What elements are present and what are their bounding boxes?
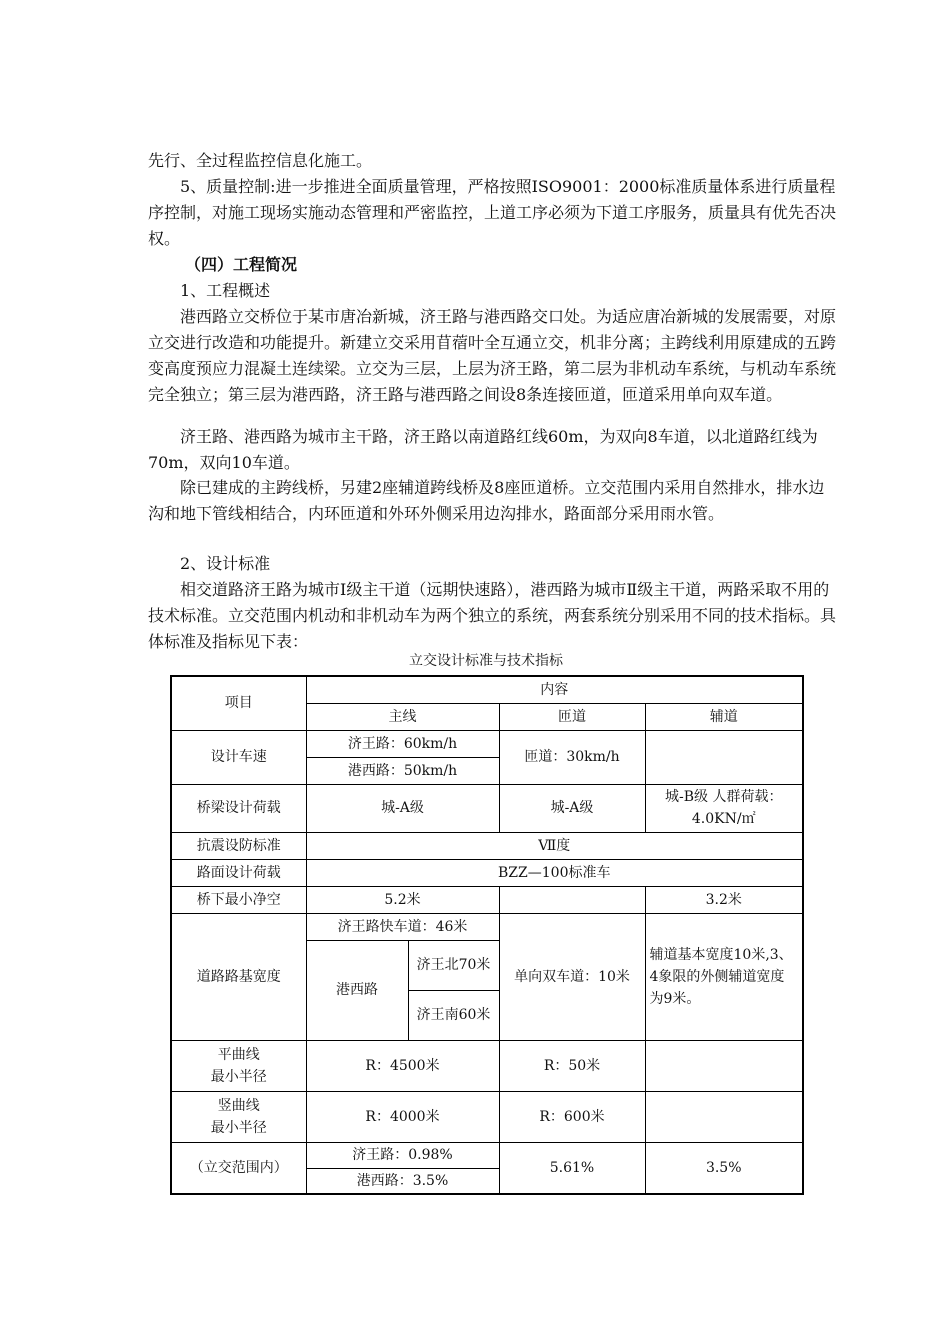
pavement-value: BZZ—100标准车 <box>306 859 803 886</box>
header-ramp: 匝道 <box>499 703 645 730</box>
grade-aux: 3.5% <box>645 1142 803 1194</box>
table-row <box>171 913 803 940</box>
speed-main-gangxi: 港西路：50km/h <box>306 757 499 784</box>
header-aux: 辅道 <box>645 703 803 730</box>
vert-label-line2: 最小半径 <box>210 1119 267 1136</box>
width-aux: 辅道基本宽度10米,3、4象限的外侧辅道宽度为9米。 <box>645 913 803 1040</box>
table-row <box>171 859 803 886</box>
vert-main: R：4000米 <box>306 1091 499 1142</box>
seismic-value: Ⅶ度 <box>306 832 803 859</box>
subheading-overview: 1、工程概述 <box>180 281 271 300</box>
paragraph-roads: 济王路、港西路为城市主干路，济王路以南道路红线60m，为双向8车道，以北道路红线为70m，双向10车道。 <box>148 427 818 472</box>
clearance-label: 桥下最小净空 <box>171 886 306 913</box>
width-south: 济王南60米 <box>408 990 499 1040</box>
table-caption: 立交设计标准与技术指标 <box>409 653 563 669</box>
design-standards-table <box>170 675 804 1195</box>
grade-main-jiwang: 济王路：0.98% <box>306 1142 499 1168</box>
vert-aux <box>645 1091 803 1142</box>
section-heading-4: （四）工程简况 <box>185 255 298 274</box>
horiz-main: R：4500米 <box>306 1040 499 1091</box>
table-row <box>171 886 803 913</box>
horiz-label <box>171 1040 306 1091</box>
width-label: 道路路基宽度 <box>171 913 306 1040</box>
header-content: 内容 <box>306 676 803 703</box>
speed-main-jiwang: 济王路：60km/h <box>306 730 499 757</box>
pavement-label: 路面设计荷载 <box>171 859 306 886</box>
width-ramp: 单向双车道：10米 <box>499 913 645 1040</box>
subheading-design-standard: 2、设计标准 <box>180 554 271 573</box>
clearance-aux: 3.2米 <box>645 886 803 913</box>
speed-ramp: 匝道：30km/h <box>499 730 645 784</box>
horiz-label-line2: 最小半径 <box>210 1068 267 1085</box>
vert-label-line1: 竖曲线 <box>217 1097 260 1114</box>
table-row <box>171 730 803 757</box>
table-row <box>171 784 803 832</box>
width-jiwang: 济王路快车道：46米 <box>306 913 499 940</box>
header-item: 项目 <box>171 676 306 730</box>
bridge-load-label: 桥梁设计荷载 <box>171 784 306 832</box>
vert-label <box>171 1091 306 1142</box>
horiz-ramp: R：50米 <box>499 1040 645 1091</box>
seismic-label: 抗震设防标准 <box>171 832 306 859</box>
horiz-label-line1: 平曲线 <box>217 1046 260 1063</box>
paragraph-bridges: 除已建成的主跨线桥，另建2座辅道跨线桥及8座匝道桥。立交范围内采用自然排水，排水边沟和地下管线相结合，内环匝道和外环外侧采用边沟排水，路面部分采用雨水管。 <box>148 478 825 523</box>
clearance-ramp <box>499 886 645 913</box>
bridge-load-aux: 城-B级 人群荷载：4.0KN/㎡ <box>645 784 803 832</box>
table-row <box>171 676 803 703</box>
speed-label: 设计车速 <box>171 730 306 784</box>
width-gangxi: 港西路 <box>306 940 408 1040</box>
bridge-load-main: 城-A级 <box>306 784 499 832</box>
paragraph-quality-control: 5、质量控制:进一步推进全面质量管理，严格按照ISO9001：2000标准质量体系进行质量程序控制，对施工现场实施动态管理和严密监控，上道工序必须为下道工序服务，质量具有优先否决权。 <box>148 177 837 248</box>
table-row <box>171 1091 803 1142</box>
paragraph-continuation: 先行、全过程监控信息化施工。 <box>148 151 373 170</box>
paragraph-overview: 港西路立交桥位于某市唐冶新城，济王路与港西路交口处。为适应唐冶新城的发展需要，对原立交进行改造和功能提升。新建立交采用苜蓿叶全互通立交，机非分离；主跨线利用原建成的五跨变高度预应力混凝土连续梁。立交为三层，上层为济王路，第二层为非机动车系统，与机动车系统完全独立；第三层为港西路，济王路与港西路之间设8条连接匝道，匝道采用单向双车道。 <box>148 307 837 404</box>
width-north: 济王北70米 <box>408 940 499 990</box>
speed-aux <box>645 730 803 784</box>
clearance-main: 5.2米 <box>306 886 499 913</box>
vert-ramp: R：600米 <box>499 1091 645 1142</box>
header-main: 主线 <box>306 703 499 730</box>
horiz-aux <box>645 1040 803 1091</box>
grade-label: （立交范围内） <box>171 1142 306 1194</box>
table-row <box>171 832 803 859</box>
grade-ramp: 5.61% <box>499 1142 645 1194</box>
bridge-load-ramp: 城-A级 <box>499 784 645 832</box>
grade-main-gangxi: 港西路：3.5% <box>306 1168 499 1194</box>
paragraph-standards: 相交道路济王路为城市Ⅰ级主干道（远期快速路），港西路为城市Ⅱ级主干道，两路采取不用的技术标准。立交范围内机动和非机动车为两个独立的系统，两套系统分别采用不同的技术指标。具体标准及指标见下表： <box>148 580 837 651</box>
table-row <box>171 1040 803 1091</box>
table-row <box>171 1142 803 1168</box>
